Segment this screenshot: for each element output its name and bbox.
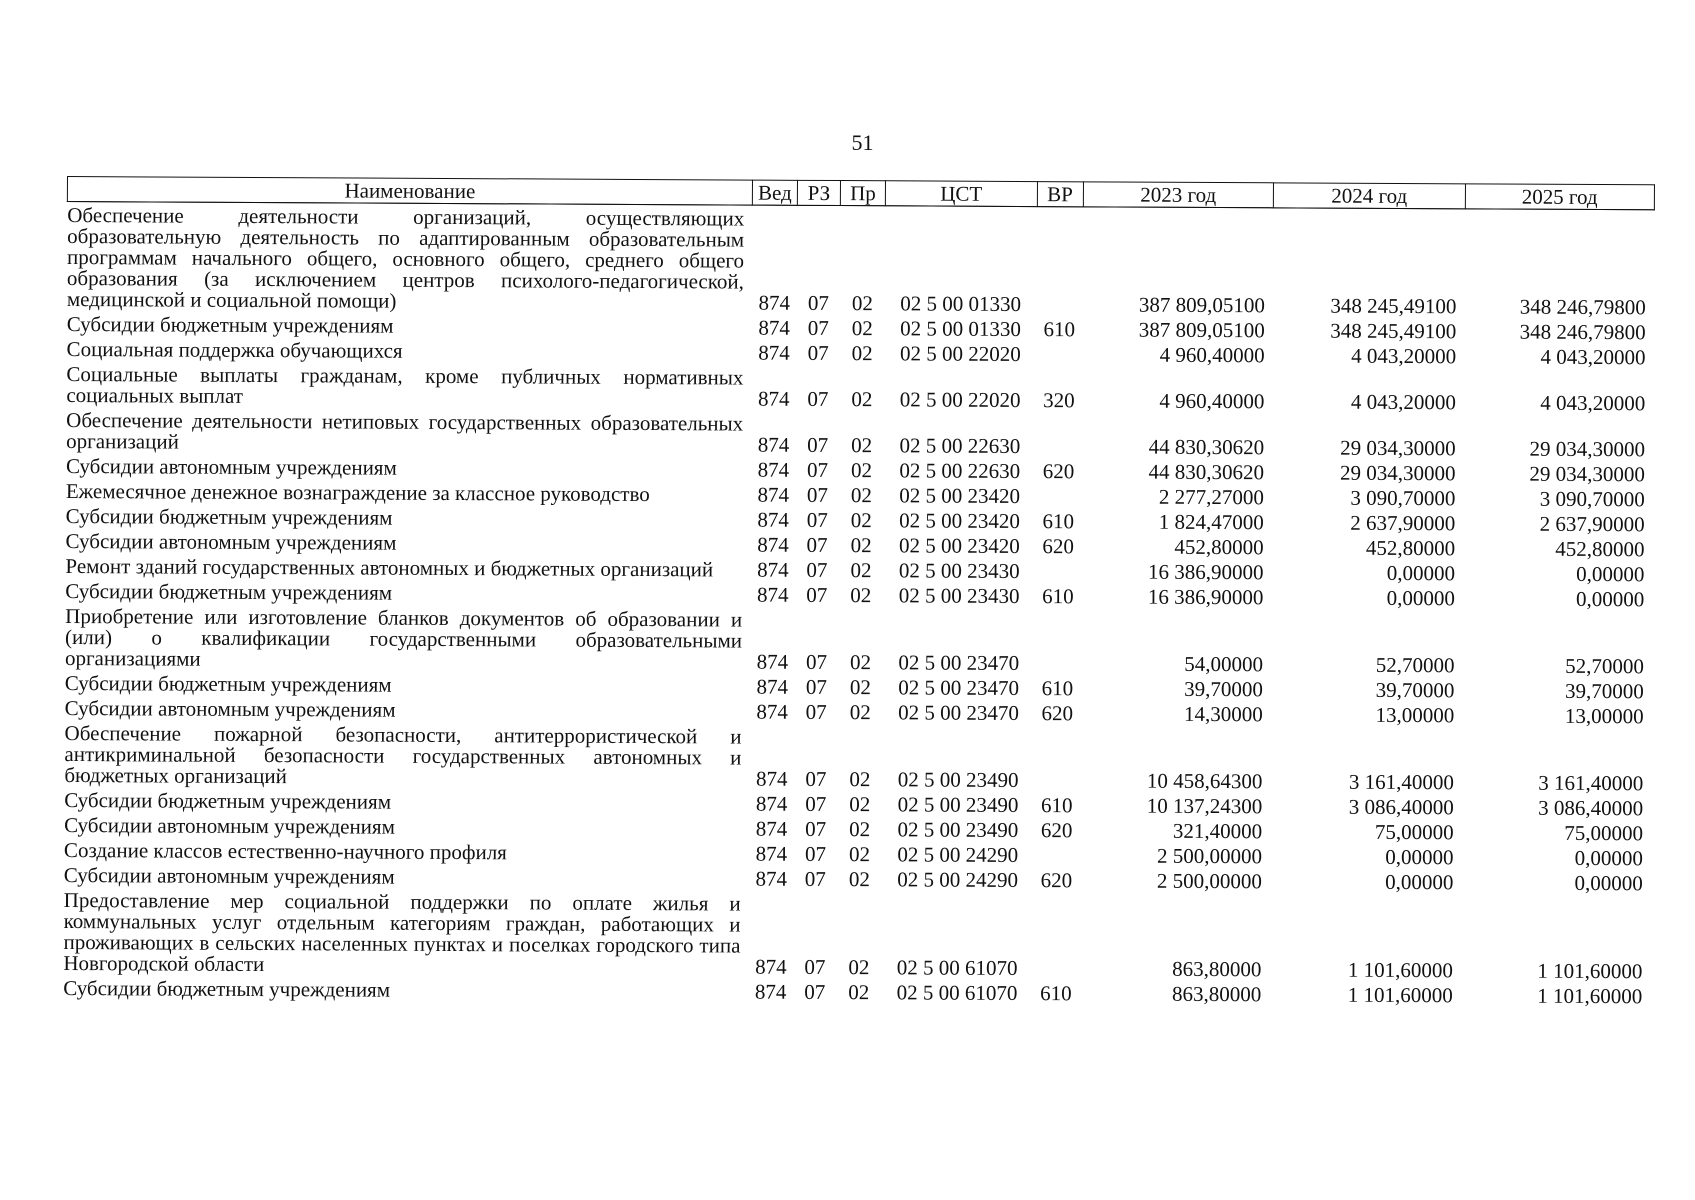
cell-rz: 07 [806, 582, 828, 607]
cell-2023: 16 386,90000 [1147, 559, 1264, 585]
cell-vr: 620 [1040, 868, 1073, 893]
table-row [63, 890, 1650, 986]
cell-vr: 610 [1042, 584, 1074, 609]
cell-2023: 10 458,64300 [1146, 768, 1263, 794]
cell-cst: 02 5 00 23420 [898, 533, 1020, 558]
cell-cst: 02 5 00 23490 [897, 817, 1019, 842]
cell-cst: 02 5 00 23470 [898, 650, 1020, 675]
cell-vr [1033, 845, 1079, 870]
cell-pr: 02 [848, 980, 870, 1005]
cell-2025: 39,70000 [1565, 678, 1644, 704]
cell-rz: 07 [805, 699, 827, 724]
cell-2023: 39,70000 [1184, 676, 1263, 702]
cell-cst: 02 5 00 01330 [900, 316, 1021, 341]
cell-2024: 3 086,40000 [1348, 794, 1454, 820]
cell-vr [1036, 344, 1082, 369]
cell-vr: 610 [1043, 317, 1076, 342]
cell-cst: 02 5 00 22630 [899, 433, 1021, 458]
col-header-2024: 2024 год [1273, 183, 1465, 209]
cell-2025: 348 246,79800 [1519, 294, 1646, 320]
cell-2025: 2 637,90000 [1539, 511, 1645, 537]
cell-2024: 2 637,90000 [1350, 510, 1456, 536]
cell-ved: 874 [756, 766, 788, 791]
cell-rz: 07 [804, 866, 826, 891]
cell-2024: 1 101,60000 [1347, 982, 1453, 1008]
cell-cst: 02 5 00 61070 [896, 980, 1018, 1005]
cell-vr [1034, 611, 1080, 678]
cell-2023: 387 809,05100 [1138, 317, 1265, 343]
cell-2024: 39,70000 [1375, 677, 1455, 703]
table-row [67, 202, 1655, 323]
cell-pr: 02 [848, 955, 870, 980]
cell-ved: 874 [755, 791, 788, 816]
cell-name: Субсидии автономным учреждениям [63, 862, 395, 889]
cell-cst: 02 5 00 23420 [899, 508, 1020, 533]
cell-name: Приобретение или изготовление бланков документов об образовании и (или) о квалификации государственными образовательными организациями [64, 603, 743, 671]
table-body [63, 202, 1654, 1012]
cell-2023: 2 277,27000 [1158, 484, 1264, 510]
cell-pr: 02 [851, 316, 873, 341]
col-header-2023: 2023 год [1083, 182, 1274, 208]
cell-2023: 452,80000 [1174, 534, 1264, 560]
col-header-cst: ЦСТ [885, 181, 1037, 207]
cell-ved: 874 [757, 457, 790, 482]
cell-ved: 874 [757, 507, 790, 532]
col-header-ved: Вед [752, 180, 797, 205]
cell-cst: 02 5 00 22630 [899, 458, 1021, 483]
cell-2025: 3 161,40000 [1538, 770, 1644, 796]
cell-name: Обеспечение пожарной безопасности, антитеррористической и антикриминальной безопасности государственных автономных и бюджетных организаций [64, 720, 742, 789]
cell-ved: 874 [755, 954, 787, 979]
cell-name: Субсидии автономным учреждениям [65, 453, 397, 480]
cell-2025: 4 043,20000 [1540, 344, 1646, 370]
cell-vr: 620 [1040, 818, 1073, 843]
cell-2023: 321,40000 [1172, 818, 1263, 844]
table-row [64, 723, 1651, 798]
cell-2024: 348 245,49100 [1330, 318, 1457, 344]
cell-cst: 02 5 00 23470 [898, 675, 1020, 700]
cell-2023: 863,80000 [1172, 981, 1262, 1007]
cell-2023: 44 830,30620 [1148, 434, 1265, 460]
cell-2025: 29 034,30000 [1529, 461, 1646, 487]
cell-rz: 07 [805, 649, 828, 674]
cell-ved: 874 [755, 841, 788, 866]
cell-name: Субсидии бюджетным учреждениям [65, 578, 393, 605]
cell-2025: 52,70000 [1565, 653, 1645, 679]
cell-cst: 02 5 00 23420 [899, 483, 1021, 508]
cell-2023: 10 137,24300 [1146, 793, 1263, 819]
cell-cst: 02 5 00 23470 [898, 700, 1019, 725]
cell-pr: 02 [849, 817, 871, 842]
cell-vr: 610 [1042, 509, 1075, 534]
cell-vr: 320 [1043, 388, 1075, 413]
cell-vr: 620 [1041, 701, 1074, 726]
cell-2024: 0,00000 [1386, 560, 1456, 586]
cell-2024: 348 245,49100 [1330, 293, 1457, 319]
cell-rz: 07 [805, 674, 827, 699]
cell-rz: 07 [805, 766, 827, 791]
cell-2024: 3 090,70000 [1350, 485, 1456, 511]
cell-cst: 02 5 00 24290 [897, 842, 1019, 867]
cell-2024: 1 101,60000 [1347, 957, 1453, 983]
cell-2025: 348 246,79800 [1519, 319, 1646, 345]
cell-ved: 874 [754, 979, 787, 1004]
cell-vr [1033, 895, 1080, 983]
cell-rz: 07 [806, 457, 829, 482]
cell-ved: 874 [757, 432, 790, 457]
cell-2024: 52,70000 [1375, 652, 1455, 678]
cell-2024: 29 034,30000 [1340, 435, 1456, 461]
cell-ved: 874 [756, 582, 789, 607]
cell-cst: 02 5 00 22020 [899, 341, 1021, 366]
cell-name: Субсидии автономным учреждениям [65, 528, 397, 555]
cell-2025: 0,00000 [1574, 845, 1644, 871]
cell-name: Ремонт зданий государственных автономных и бюджетных организаций [65, 553, 714, 582]
cell-2025: 0,00000 [1576, 561, 1645, 587]
cell-pr: 02 [851, 341, 873, 366]
cell-2023: 2 500,00000 [1156, 868, 1262, 894]
cell-2025: 0,00000 [1574, 870, 1643, 896]
cell-vr [1036, 415, 1082, 461]
cell-pr: 02 [850, 583, 872, 608]
cell-rz: 07 [806, 532, 828, 557]
cell-pr: 02 [851, 387, 873, 412]
cell-2023: 4 960,40000 [1159, 388, 1265, 414]
cell-ved: 874 [756, 699, 789, 724]
cell-cst: 02 5 00 23430 [898, 583, 1020, 608]
cell-rz: 07 [805, 816, 827, 841]
cell-2023: 1 824,47000 [1158, 509, 1264, 535]
cell-2025: 29 034,30000 [1529, 436, 1646, 462]
cell-2023: 387 809,05100 [1138, 292, 1265, 318]
cell-ved: 874 [756, 649, 789, 674]
cell-rz: 07 [804, 954, 826, 979]
cell-rz: 07 [807, 290, 829, 315]
cell-name: Ежемесячное денежное вознаграждение за классное руководство [65, 478, 650, 507]
cell-2024: 3 161,40000 [1348, 769, 1454, 795]
cell-2023: 863,80000 [1172, 956, 1262, 982]
cell-rz: 07 [806, 557, 828, 582]
cell-rz: 07 [804, 979, 826, 1004]
cell-2025: 1 101,60000 [1537, 958, 1643, 984]
cell-2025: 3 086,40000 [1538, 795, 1644, 821]
cell-rz: 07 [807, 340, 829, 365]
cell-ved: 874 [758, 340, 790, 365]
cell-vr [1035, 561, 1081, 586]
cell-2024: 0,00000 [1386, 585, 1455, 611]
cell-cst: 02 5 00 24290 [897, 867, 1019, 892]
cell-cst: 02 5 00 23430 [898, 558, 1020, 583]
cell-2024: 13,00000 [1375, 702, 1455, 728]
cell-ved: 874 [757, 532, 789, 557]
cell-2024: 0,00000 [1385, 844, 1454, 870]
cell-ved: 874 [758, 290, 791, 315]
cell-vr: 620 [1042, 534, 1075, 559]
col-header-2025: 2025 год [1465, 184, 1655, 210]
cell-name: Субсидии бюджетным учреждениям [66, 312, 394, 338]
cell-rz: 07 [804, 841, 827, 866]
cell-ved: 874 [757, 557, 789, 582]
cell-name: Субсидии бюджетным учреждениям [64, 670, 392, 697]
cell-ved: 874 [758, 386, 790, 411]
cell-rz: 07 [806, 507, 828, 532]
cell-2023: 4 960,40000 [1159, 342, 1265, 368]
col-header-rz: РЗ [797, 180, 840, 205]
cell-name: Предоставление мер социальной поддержки по оплате жилья и коммунальных услуг отдельным категориям граждан, работающих и проживающих в сельских населенных пунктах и поселках городского типа Новгородской области [63, 887, 741, 977]
cell-vr [1034, 728, 1080, 795]
cell-cst: 02 5 00 61070 [896, 955, 1018, 980]
cell-ved: 874 [757, 482, 790, 507]
cell-2023: 2 500,00000 [1156, 843, 1263, 869]
col-header-pr: Пр [840, 181, 885, 206]
cell-pr: 02 [849, 767, 871, 792]
cell-name: Создание классов естественно-научного профиля [63, 837, 507, 865]
cell-2024: 29 034,30000 [1339, 460, 1456, 486]
cell-pr: 02 [849, 792, 871, 817]
cell-cst: 02 5 00 23490 [897, 792, 1019, 817]
cell-2024: 4 043,20000 [1351, 343, 1457, 369]
cell-vr: 610 [1041, 676, 1074, 701]
cell-2025: 75,00000 [1564, 820, 1644, 846]
cell-cst: 02 5 00 01330 [900, 291, 1022, 316]
col-header-name: Наименование [67, 177, 752, 206]
cell-ved: 874 [756, 674, 789, 699]
cell-name: Социальная поддержка обучающихся [66, 337, 403, 363]
cell-name: Субсидии автономным учреждениям [64, 812, 395, 839]
cell-2025: 13,00000 [1564, 703, 1644, 729]
cell-name: Субсидии автономным учреждениям [64, 695, 396, 722]
cell-pr: 02 [851, 433, 873, 458]
cell-pr: 02 [849, 650, 872, 675]
cell-vr: 610 [1041, 793, 1073, 818]
table-row [63, 978, 1650, 1011]
cell-pr: 02 [850, 458, 873, 483]
cell-vr [1035, 486, 1081, 511]
cell-ved: 874 [755, 866, 788, 891]
cell-2025: 0,00000 [1575, 586, 1645, 612]
cell-cst: 02 5 00 23490 [897, 767, 1019, 792]
cell-pr: 02 [848, 842, 871, 867]
cell-pr: 02 [850, 483, 872, 508]
cell-name: Обеспечение деятельности нетиповых государственных образовательных организаций [66, 407, 744, 454]
cell-2025: 3 090,70000 [1539, 486, 1645, 512]
cell-pr: 02 [850, 558, 872, 583]
cell-pr: 02 [851, 291, 873, 316]
cell-pr: 02 [850, 508, 872, 533]
cell-2023: 44 830,30620 [1148, 459, 1265, 485]
cell-2025: 1 101,60000 [1537, 983, 1643, 1009]
cell-2023: 16 386,90000 [1147, 584, 1264, 610]
cell-ved: 874 [758, 315, 791, 340]
cell-rz: 07 [807, 315, 829, 340]
col-header-vr: ВР [1037, 182, 1083, 207]
cell-rz: 07 [806, 482, 828, 507]
cell-2025: 4 043,20000 [1540, 390, 1646, 416]
cell-pr: 02 [849, 700, 871, 725]
cell-2024: 0,00000 [1385, 869, 1454, 895]
cell-name: Социальные выплаты гражданам, кроме публичных нормативных социальных выплат [66, 362, 744, 408]
cell-name: Субсидии бюджетным учреждениям [64, 787, 392, 814]
cell-rz: 07 [805, 791, 827, 816]
cell-2024: 452,80000 [1365, 535, 1456, 561]
budget-table [63, 176, 1655, 1011]
table-row [65, 606, 1652, 681]
cell-name: Субсидии бюджетным учреждениям [65, 503, 393, 530]
cell-cst: 02 5 00 22020 [899, 387, 1021, 412]
cell-2024: 4 043,20000 [1350, 389, 1456, 415]
cell-2025: 452,80000 [1555, 536, 1645, 562]
cell-2024: 75,00000 [1374, 819, 1454, 845]
cell-2023: 54,00000 [1184, 651, 1264, 677]
cell-name: Обеспечение деятельности организаций, осуществляющих образовательную деятельность по адаптированным образовательным программам начального общего, основного общего, среднего общего образования (за исключением центров психолого-педагогической, медицинской и социальной помощи) [66, 203, 745, 313]
cell-vr [1036, 207, 1083, 320]
cell-rz: 07 [807, 432, 829, 457]
cell-vr: 620 [1042, 459, 1075, 484]
page-number: 51 [851, 130, 874, 155]
cell-rz: 07 [807, 386, 829, 411]
cell-pr: 02 [848, 867, 870, 892]
cell-ved: 874 [755, 816, 788, 841]
cell-pr: 02 [849, 675, 871, 700]
cell-pr: 02 [850, 533, 872, 558]
cell-2023: 14,30000 [1183, 701, 1263, 727]
cell-vr: 610 [1040, 981, 1072, 1006]
cell-name: Субсидии бюджетным учреждениям [63, 975, 391, 1002]
